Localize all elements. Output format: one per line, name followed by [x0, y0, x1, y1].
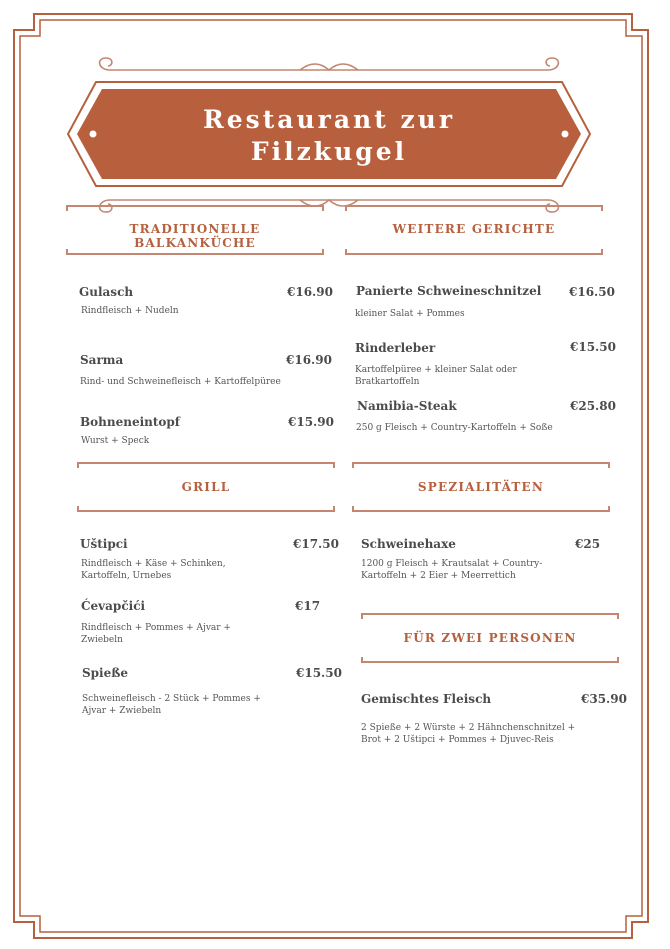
item-name: Namibia-Steak [357, 399, 457, 413]
item-name: Panierte Schweineschnitzel [356, 284, 542, 298]
item-price: €15.50 [296, 666, 342, 680]
item-name: Rinderleber [355, 341, 436, 355]
item-price: €17.50 [293, 537, 339, 551]
item-price: €15.90 [288, 415, 334, 429]
item-price: €16.50 [569, 285, 615, 299]
restaurant-title [66, 104, 592, 168]
item-name: Uštipci [80, 537, 128, 551]
item-name: Gulasch [79, 285, 134, 299]
item-description: 250 g Fleisch + Country-Kartoffeln + Soße [356, 423, 553, 433]
restaurant-title-line1: Restaurant zur [202, 105, 456, 134]
section-title: SPEZIALITÄTEN [417, 480, 545, 494]
item-description-line1: 1200 g Fleisch + Krautsalat + Country- [361, 559, 543, 569]
item-description-line2: Kartoffeln, Urnebes [81, 571, 172, 581]
item-description: Rindfleisch + Nudeln [81, 306, 179, 316]
item-description-line2: Kartoffeln + 2 Eier + Meerrettich [361, 571, 516, 581]
item-price: €25.80 [570, 399, 616, 413]
section-header-specials [352, 462, 610, 512]
item-price: €16.90 [286, 353, 332, 367]
item-name: Ćevapčići [81, 599, 146, 613]
item-description-line2: Bratkartoffeln [355, 377, 420, 387]
section-header-traditional [66, 205, 324, 255]
section-header-grill [77, 462, 335, 512]
item-price: €17 [295, 599, 321, 613]
item-description-line1: 2 Spieße + 2 Würste + 2 Hähnchenschnitzel + [361, 723, 576, 733]
item-name: Schweinehaxe [361, 537, 456, 551]
item-description: Wurst + Speck [81, 436, 150, 446]
section-title: GRILL [181, 480, 231, 494]
section-title: TRADITIONELLE BALKANKÜCHE [129, 222, 261, 250]
item-price: €25 [575, 537, 601, 551]
section-header-other [345, 205, 603, 255]
item-description-line1: Kartoffelpüree + kleiner Salat oder [355, 365, 517, 375]
item-name: Bohneneintopf [80, 415, 180, 429]
item-description-line1: Rindfleisch + Pommes + Ajvar + [81, 623, 231, 633]
item-description-line2: Ajvar + Zwiebeln [82, 706, 162, 716]
item-description: Rind- und Schweinefleisch + Kartoffelpüree [80, 377, 281, 387]
item-description-line1: Schweinefleisch - 2 Stück + Pommes + [82, 694, 261, 704]
section-title: FÜR ZWEI PERSONEN [403, 631, 577, 645]
item-description-line2: Zwiebeln [81, 635, 123, 645]
section-title: WEITERE GERICHTE [392, 222, 556, 236]
item-description: kleiner Salat + Pommes [355, 309, 465, 319]
item-name: Spieße [82, 666, 129, 680]
item-description-line2: Brot + 2 Uštipci + Pommes + Djuvec-Reis [361, 735, 554, 745]
section-header-for-two [361, 613, 619, 663]
item-name: Sarma [80, 353, 124, 367]
item-price: €35.90 [581, 692, 627, 706]
item-price: €15.50 [570, 340, 616, 354]
restaurant-title-line2: Filzkugel [250, 137, 408, 166]
item-name: Gemischtes Fleisch [361, 692, 492, 706]
item-description-line1: Rindfleisch + Käse + Schinken, [81, 559, 226, 569]
item-price: €16.90 [287, 285, 333, 299]
